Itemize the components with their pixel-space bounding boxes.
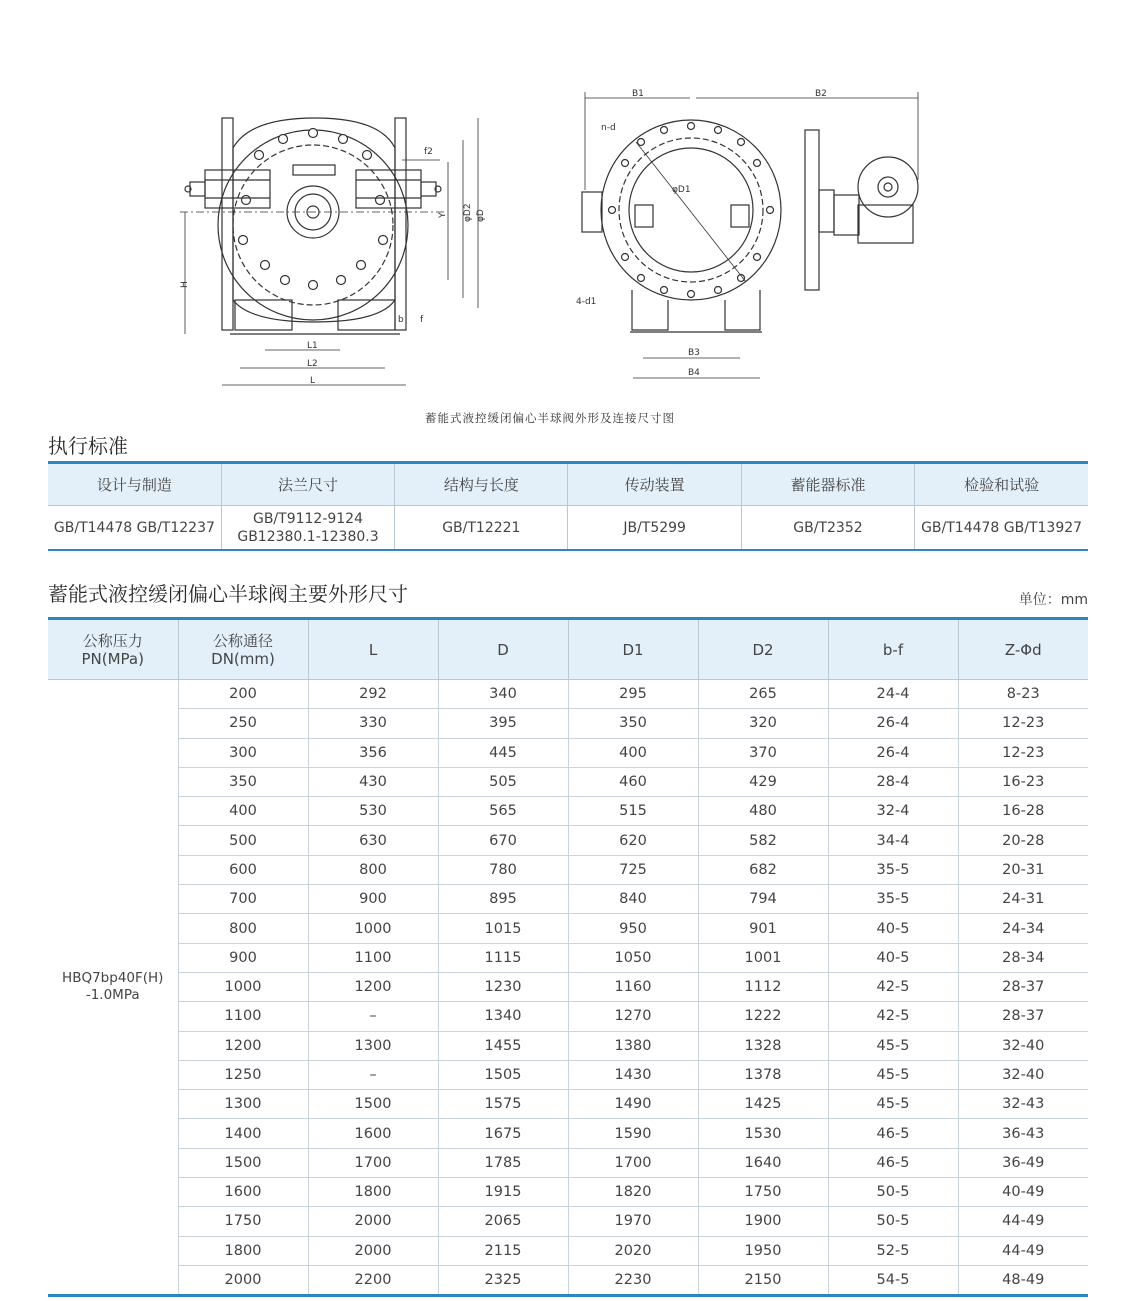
table-cell: 26-4	[828, 738, 958, 767]
dimensions-table-body	[48, 680, 1088, 1296]
table-cell: 50-5	[828, 1207, 958, 1236]
table-cell: 340	[438, 680, 568, 709]
table-cell: 682	[698, 855, 828, 884]
table-cell: 1115	[438, 943, 568, 972]
table-cell: 42-5	[828, 972, 958, 1001]
cell-text: JB/T5299	[623, 519, 686, 536]
table-cell: 1340	[438, 1002, 568, 1031]
table-cell: 370	[698, 738, 828, 767]
table-cell: 1970	[568, 1207, 698, 1236]
table-cell: 1455	[438, 1031, 568, 1060]
table-cell: 1700	[308, 1148, 438, 1177]
table-cell: 2000	[178, 1265, 308, 1295]
table-row	[48, 738, 1088, 767]
label-f: f	[420, 315, 424, 325]
table-cell: 54-5	[828, 1265, 958, 1295]
cell-text: GB/T14478 GB/T13927	[921, 519, 1083, 536]
table-cell: 429	[698, 767, 828, 796]
label-f2: f2	[424, 147, 433, 157]
table-row	[48, 1148, 1088, 1177]
label-b: b	[398, 315, 404, 325]
table-cell: 1675	[438, 1119, 568, 1148]
label-d1: φD1	[672, 185, 691, 195]
table-cell: 250	[178, 709, 308, 738]
table-cell: 12-23	[958, 709, 1088, 738]
table-cell: 780	[438, 855, 568, 884]
table-cell: 2065	[438, 1207, 568, 1236]
label-b1: B1	[632, 89, 644, 99]
cell-text: GB/T14478 GB/T12237	[53, 519, 215, 536]
table-cell: 800	[178, 914, 308, 943]
table-cell: 34-4	[828, 826, 958, 855]
table-cell: 8-23	[958, 680, 1088, 709]
label-d2: φD2	[463, 203, 473, 222]
table-cell: 670	[438, 826, 568, 855]
table-cell: 2325	[438, 1265, 568, 1295]
table-row	[48, 1031, 1088, 1060]
table-cell: 295	[568, 680, 698, 709]
table-cell: 400	[568, 738, 698, 767]
table-cell: 505	[438, 767, 568, 796]
table-row	[48, 1178, 1088, 1207]
table-cell: 1900	[698, 1207, 828, 1236]
table-cell: 530	[308, 797, 438, 826]
table-cell: 445	[438, 738, 568, 767]
header-text: PN(MPa)	[81, 649, 144, 668]
table-cell: 600	[178, 855, 308, 884]
table-cell: 460	[568, 767, 698, 796]
table-cell: 895	[438, 885, 568, 914]
table-cell: 1800	[308, 1178, 438, 1207]
header-cell: 结构与长度	[395, 463, 568, 506]
table-row	[48, 1265, 1088, 1295]
table-cell: 24-4	[828, 680, 958, 709]
table-cell: 1100	[308, 943, 438, 972]
table-cell: 45-5	[828, 1031, 958, 1060]
table-cell: 20-28	[958, 826, 1088, 855]
header-cell: 设计与制造	[48, 463, 221, 506]
table-cell: 1001	[698, 943, 828, 972]
standards-table	[48, 461, 1088, 551]
header-cell: Z-Φd	[958, 619, 1088, 680]
header-cell: D2	[698, 619, 828, 680]
table-cell: 40-5	[828, 914, 958, 943]
table-row	[48, 972, 1088, 1001]
table-cell: 28-4	[828, 767, 958, 796]
table-cell: 800	[308, 855, 438, 884]
table-cell: 350	[178, 767, 308, 796]
table-row	[48, 1236, 1088, 1265]
table-cell: 1500	[178, 1148, 308, 1177]
table-cell: 1270	[568, 1002, 698, 1031]
table-cell: 2000	[308, 1207, 438, 1236]
table-row	[48, 914, 1088, 943]
valve-technical-drawing	[0, 0, 1136, 405]
label-l1: L1	[307, 341, 318, 351]
table-cell: 200	[178, 680, 308, 709]
header-cell	[178, 619, 308, 680]
table-cell: 36-49	[958, 1148, 1088, 1177]
table-cell: 1600	[308, 1119, 438, 1148]
table-cell: 20-31	[958, 855, 1088, 884]
table-row	[48, 826, 1088, 855]
table-cell: 320	[698, 709, 828, 738]
header-cell: 传动装置	[568, 463, 741, 506]
table-cell	[395, 506, 568, 551]
standards-title: 执行标准	[48, 434, 128, 458]
table-cell: 1950	[698, 1236, 828, 1265]
table-cell: 2150	[698, 1265, 828, 1295]
table-cell: 1530	[698, 1119, 828, 1148]
table-cell: 1750	[698, 1178, 828, 1207]
table-row	[48, 1119, 1088, 1148]
table-cell: 46-5	[828, 1119, 958, 1148]
table-row	[48, 506, 1088, 551]
table-cell: 1575	[438, 1090, 568, 1119]
table-cell: 500	[178, 826, 308, 855]
table-cell: 265	[698, 680, 828, 709]
table-cell: 1100	[178, 1002, 308, 1031]
table-cell: 1380	[568, 1031, 698, 1060]
table-cell: 1222	[698, 1002, 828, 1031]
table-row	[48, 797, 1088, 826]
table-cell: 350	[568, 709, 698, 738]
cell-text: GB/T2352	[793, 519, 863, 536]
label-nd: n-d	[601, 123, 616, 133]
table-cell: 32-4	[828, 797, 958, 826]
drawing-caption: 蓄能式液控缓闭偏心半球阀外形及连接尺寸图	[425, 411, 675, 425]
table-row	[48, 709, 1088, 738]
table-cell: 395	[438, 709, 568, 738]
table-cell: 2200	[308, 1265, 438, 1295]
label-b3: B3	[688, 348, 700, 358]
header-cell: 法兰尺寸	[221, 463, 394, 506]
table-cell: 26-4	[828, 709, 958, 738]
table-cell: 900	[308, 885, 438, 914]
table-cell: 2020	[568, 1236, 698, 1265]
unit-label: 单位：mm	[1018, 592, 1088, 608]
table-cell: 1015	[438, 914, 568, 943]
table-cell: 1000	[178, 972, 308, 1001]
table-cell: 46-5	[828, 1148, 958, 1177]
table-cell: 1112	[698, 972, 828, 1001]
label-d: φD	[476, 209, 486, 222]
table-cell: 582	[698, 826, 828, 855]
front-view	[180, 118, 478, 385]
table-cell: 1378	[698, 1060, 828, 1089]
table-cell: 1820	[568, 1178, 698, 1207]
table-cell: 45-5	[828, 1090, 958, 1119]
table-cell: 28-37	[958, 1002, 1088, 1031]
table-cell: 840	[568, 885, 698, 914]
table-cell: 2000	[308, 1236, 438, 1265]
table-cell: 44-49	[958, 1207, 1088, 1236]
table-cell: 1300	[308, 1031, 438, 1060]
table-cell: 1000	[308, 914, 438, 943]
table-cell: 901	[698, 914, 828, 943]
table-cell	[221, 506, 394, 551]
header-cell: 检验和试验	[915, 463, 1088, 506]
table-cell: 40-49	[958, 1178, 1088, 1207]
header-text: 公称压力	[82, 631, 143, 650]
table-row	[48, 855, 1088, 884]
header-cell	[48, 619, 178, 680]
table-cell: 1160	[568, 972, 698, 1001]
header-text: DN(mm)	[211, 649, 275, 668]
table-cell: 430	[308, 767, 438, 796]
table-cell	[48, 506, 221, 551]
header-cell: L	[308, 619, 438, 680]
table-cell: 36-43	[958, 1119, 1088, 1148]
table-cell: 1250	[178, 1060, 308, 1089]
dimensions-table	[48, 617, 1088, 1297]
label-l: L	[310, 376, 316, 386]
cell-text: GB/T9112-9124	[252, 510, 363, 527]
table-cell: 2115	[438, 1236, 568, 1265]
table-row	[48, 1090, 1088, 1119]
table-cell: 1785	[438, 1148, 568, 1177]
table-cell: 2230	[568, 1265, 698, 1295]
table-cell: 1200	[308, 972, 438, 1001]
model-text: -1.0MPa	[85, 987, 140, 1004]
table-cell: –	[308, 1002, 438, 1031]
table-cell: 1425	[698, 1090, 828, 1119]
table-cell: 1800	[178, 1236, 308, 1265]
table-cell: 28-37	[958, 972, 1088, 1001]
table-row	[48, 767, 1088, 796]
header-cell: D1	[568, 619, 698, 680]
table-cell: 12-23	[958, 738, 1088, 767]
table-cell: 620	[568, 826, 698, 855]
table-cell: 1505	[438, 1060, 568, 1089]
table-cell	[568, 506, 741, 551]
table-cell: 24-31	[958, 885, 1088, 914]
table-cell: 40-5	[828, 943, 958, 972]
table-cell: 32-40	[958, 1060, 1088, 1089]
side-view	[582, 92, 918, 378]
model-cell	[48, 680, 178, 1296]
table-cell: 24-34	[958, 914, 1088, 943]
label-y: Y	[438, 212, 448, 218]
header-cell: D	[438, 619, 568, 680]
table-cell: 1300	[178, 1090, 308, 1119]
header-cell: b-f	[828, 619, 958, 680]
dimensions-title: 蓄能式液控缓闭偏心半球阀主要外形尺寸	[48, 582, 408, 606]
table-row	[48, 1060, 1088, 1089]
model-text: HBQ7bp40F(H)	[62, 970, 164, 987]
table-cell	[915, 506, 1088, 551]
table-cell: 1230	[438, 972, 568, 1001]
table-cell: 35-5	[828, 855, 958, 884]
table-row	[48, 1207, 1088, 1236]
table-cell: 1590	[568, 1119, 698, 1148]
table-cell: 700	[178, 885, 308, 914]
table-cell: 44-49	[958, 1236, 1088, 1265]
table-cell: 45-5	[828, 1060, 958, 1089]
table-cell: 1915	[438, 1178, 568, 1207]
table-cell: 1600	[178, 1178, 308, 1207]
table-row	[48, 943, 1088, 972]
table-cell: 16-28	[958, 797, 1088, 826]
table-cell: 1500	[308, 1090, 438, 1119]
table-cell: 1400	[178, 1119, 308, 1148]
table-cell: 300	[178, 738, 308, 767]
table-cell: 1490	[568, 1090, 698, 1119]
table-cell: 28-34	[958, 943, 1088, 972]
table-cell: 50-5	[828, 1178, 958, 1207]
table-cell: 32-43	[958, 1090, 1088, 1119]
table-cell: 1200	[178, 1031, 308, 1060]
table-cell: 565	[438, 797, 568, 826]
table-cell: 35-5	[828, 885, 958, 914]
table-cell: 292	[308, 680, 438, 709]
table-cell: 1700	[568, 1148, 698, 1177]
table-cell: 400	[178, 797, 308, 826]
cell-text: GB12380.1-12380.3	[237, 528, 379, 545]
table-row	[48, 680, 1088, 709]
table-cell: 480	[698, 797, 828, 826]
table-cell: 1328	[698, 1031, 828, 1060]
table-cell: 1430	[568, 1060, 698, 1089]
table-cell: 900	[178, 943, 308, 972]
table-cell	[741, 506, 914, 551]
label-4d1: 4-d1	[576, 297, 597, 307]
cell-text: GB/T12221	[442, 519, 521, 536]
table-cell: –	[308, 1060, 438, 1089]
header-cell: 蓄能器标准	[741, 463, 914, 506]
label-b4: B4	[688, 368, 700, 378]
table-cell: 42-5	[828, 1002, 958, 1031]
table-cell: 52-5	[828, 1236, 958, 1265]
table-row	[48, 885, 1088, 914]
table-cell: 794	[698, 885, 828, 914]
table-cell: 1050	[568, 943, 698, 972]
table-cell: 1750	[178, 1207, 308, 1236]
table-cell: 515	[568, 797, 698, 826]
label-h: H	[180, 281, 190, 288]
table-cell: 330	[308, 709, 438, 738]
table-cell: 1640	[698, 1148, 828, 1177]
label-l2: L2	[307, 359, 318, 369]
table-cell: 16-23	[958, 767, 1088, 796]
table-header-row	[48, 619, 1088, 680]
table-cell: 950	[568, 914, 698, 943]
table-cell: 48-49	[958, 1265, 1088, 1295]
table-cell: 356	[308, 738, 438, 767]
label-b2: B2	[815, 89, 827, 99]
table-cell: 630	[308, 826, 438, 855]
table-cell: 32-40	[958, 1031, 1088, 1060]
table-header-row	[48, 463, 1088, 506]
table-cell: 725	[568, 855, 698, 884]
header-text: 公称通径	[212, 631, 273, 650]
table-row	[48, 1002, 1088, 1031]
